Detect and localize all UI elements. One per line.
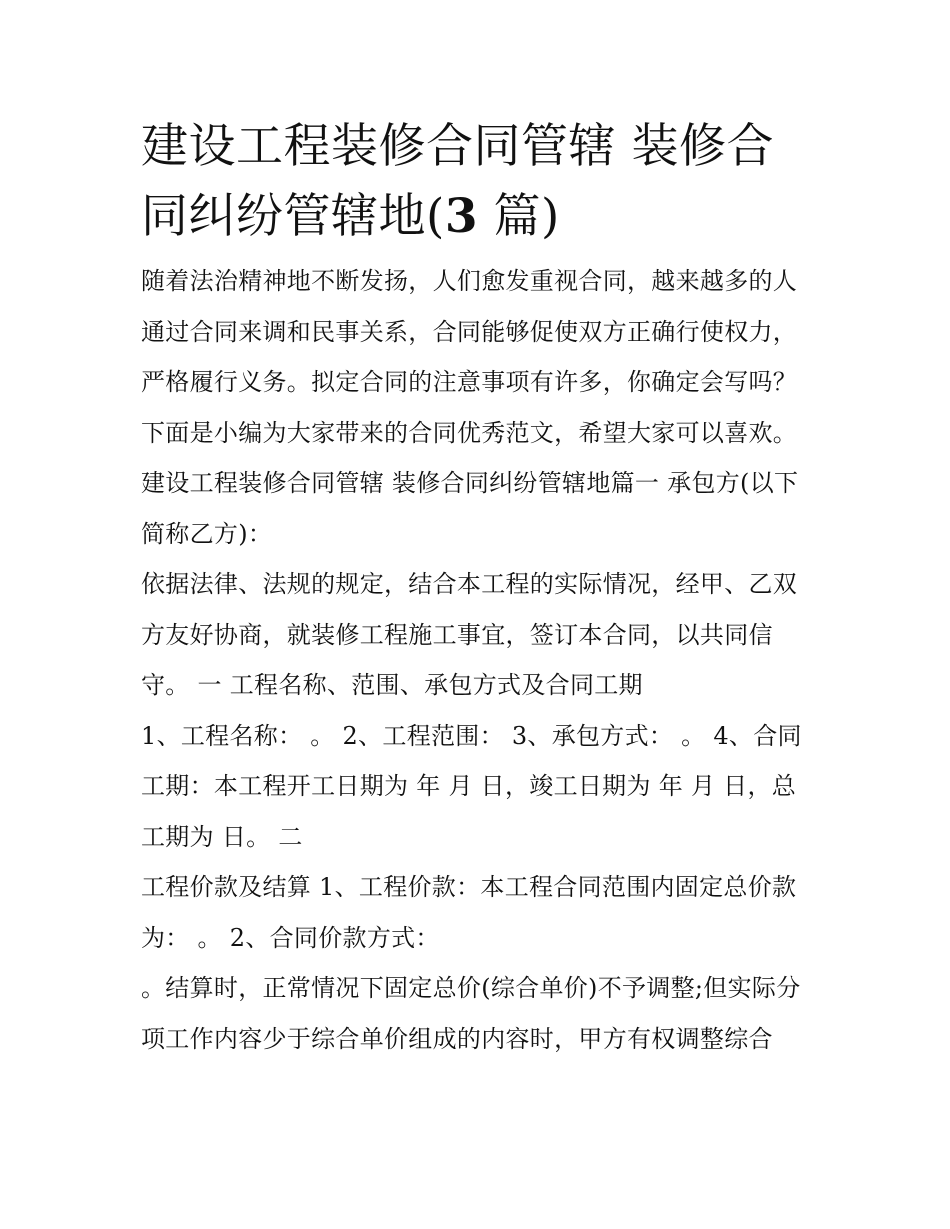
price-paragraph: 工程价款及结算 1、工程价款：本工程合同范围内固定总价款为： 。 2、合同价款方式： xyxy=(141,873,797,952)
settlement-paragraph: 。结算时，正常情况下固定总价(综合单价)不予调整;但实际分项工作内容少于综合单价组成的内容时，甲方有权调整综合 xyxy=(141,974,801,1053)
title-line-2-number: 3 xyxy=(444,189,479,244)
title-line-1: 建设工程装修合同管辖 装修合 xyxy=(141,119,774,174)
document-title xyxy=(141,112,813,252)
basis-paragraph: 依据法律、法规的规定，结合本工程的实际情况，经甲、乙双方友好协商，就装修工程施工事宜，签订本合同，以共同信守。 一 工程名称、范围、承包方式及合同工期 xyxy=(141,570,798,699)
section-heading-paragraph: 建设工程装修合同管辖 装修合同纠纷管辖地篇一 承包方(以下简称乙方)： xyxy=(141,469,799,548)
project-info-paragraph: 1、工程名称： 。 2、工程范围： 3、承包方式： 。 4、合同工期：本工程开工日期为 年 月 日，竣工日期为 年 月 日，总工期为 日。 二 xyxy=(141,721,802,851)
title-line-2-prefix: 同纠纷管辖地( xyxy=(141,189,445,244)
document-page xyxy=(141,112,813,1064)
title-line-2-suffix: 篇) xyxy=(478,189,560,244)
intro-paragraph: 随着法治精神地不断发扬，人们愈发重视合同，越来越多的人通过合同来调和民事关系，合同能够促使双方正确行使权力，严格履行义务。拟定合同的注意事项有许多，你确定会写吗？下面是小编为大家带来的合同优秀范文，希望大家可以喜欢。 xyxy=(141,267,798,447)
